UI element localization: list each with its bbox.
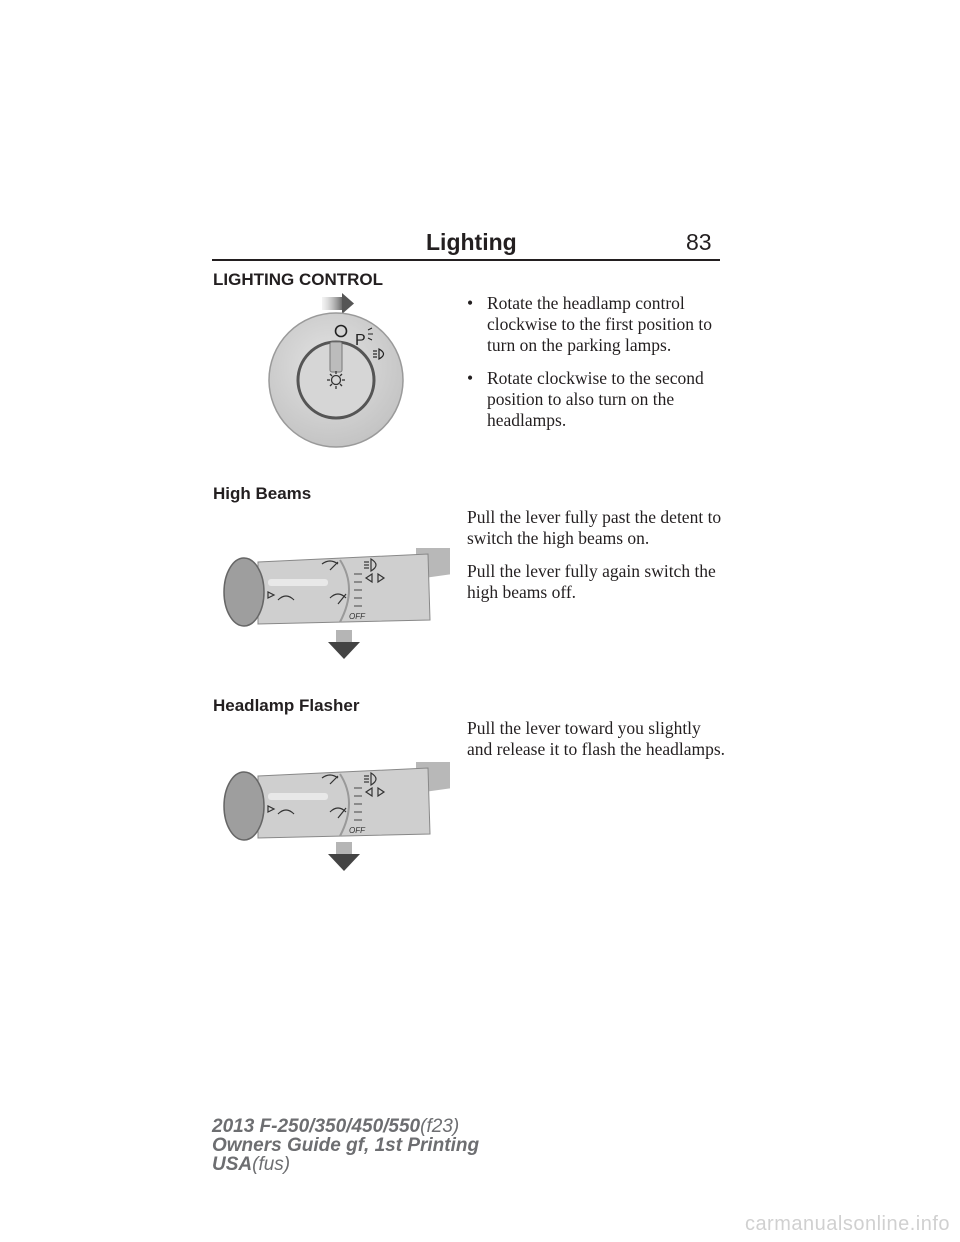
lever-highlight	[268, 579, 328, 586]
pull-down-arrow-icon	[328, 842, 360, 871]
footer-edition: Owners Guide gf, 1st Printing	[212, 1135, 480, 1156]
list-item	[467, 293, 727, 356]
print-footer	[212, 1117, 479, 1174]
lighting-control-bullet-list	[467, 293, 727, 443]
header-divider	[212, 259, 720, 261]
paragraph: Pull the lever toward you slightly and release it to flash the headlamps.	[467, 718, 726, 759]
footer-line	[212, 1117, 479, 1136]
knob-pointer	[330, 342, 342, 372]
pull-down-arrow-icon	[328, 630, 360, 659]
headlamp-control-knob-figure	[262, 292, 412, 450]
lever-end-cap	[224, 772, 264, 840]
footer-model: 2013 F-250/350/450/550	[212, 1116, 421, 1137]
bullet-symbol: •	[467, 368, 474, 388]
paragraph: Pull the lever fully again switch the high beams off.	[467, 561, 716, 602]
bullet-text: Rotate the headlamp control clockwise to the first position to turn on the parking lamps.	[487, 293, 713, 355]
paragraph: Pull the lever fully past the detent to switch the high beams on.	[467, 507, 722, 548]
high-beams-heading: High Beams	[213, 484, 312, 503]
footer-line	[212, 1155, 479, 1174]
page-number: 83	[686, 229, 712, 255]
headlamp-flasher-heading: Headlamp Flasher	[213, 696, 360, 715]
list-item	[467, 368, 727, 431]
lever-end-cap	[224, 558, 264, 626]
section-title: Lighting	[426, 229, 517, 255]
headlamp-flasher-text	[467, 718, 727, 772]
bullet-symbol: •	[467, 293, 474, 313]
lighting-control-heading: LIGHTING CONTROL	[213, 270, 383, 289]
rotate-arrow-icon	[322, 293, 354, 314]
footer-model-code: (f23)	[420, 1116, 460, 1137]
svg-text:P: P	[355, 332, 366, 349]
high-beam-lever-figure	[218, 548, 450, 660]
footer-market-code: (fus)	[252, 1154, 291, 1175]
headlamp-flasher-lever-figure	[218, 762, 450, 874]
watermark-text: carmanualsonline.info	[744, 1213, 950, 1235]
lever-highlight	[268, 793, 328, 800]
lever-off-label: OFF	[349, 612, 365, 621]
lever-off-label: OFF	[349, 826, 365, 835]
high-beams-text	[467, 507, 727, 615]
footer-market: USA	[212, 1154, 253, 1175]
bullet-text: Rotate clockwise to the second position to also turn on the headlamps.	[487, 368, 704, 430]
footer-line	[212, 1136, 479, 1155]
